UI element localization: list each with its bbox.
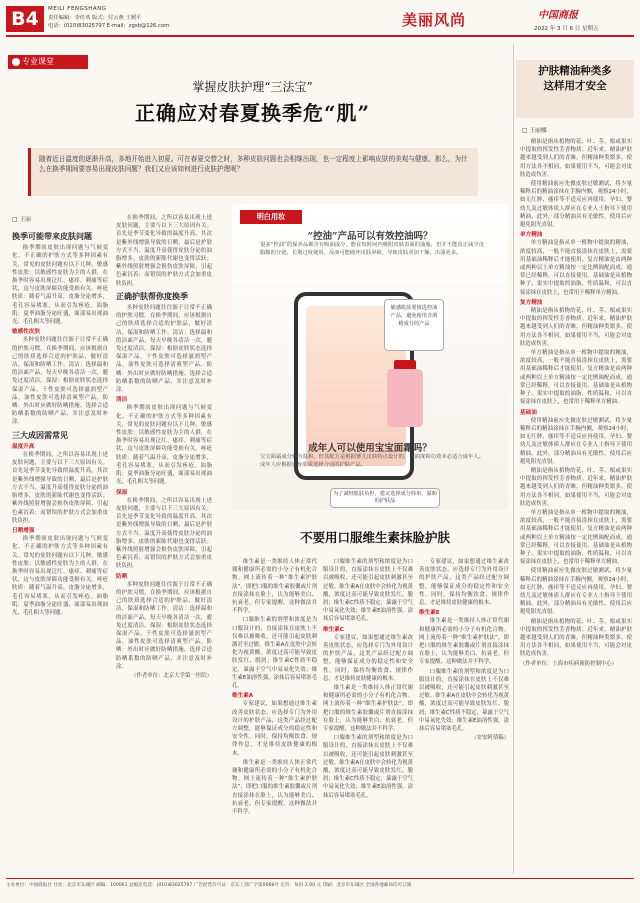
section-pinyin: MEILI FENGSHANG — [48, 6, 107, 12]
sub-heading: 防晒 — [116, 573, 128, 580]
paragraph: 口服维生素的剂型和浓度是为口服设计的，直接涂抹在皮肤上不仅难以被吸收，还可能引起皮肤刺激甚至过敏。维生素A在皮肤中会转化为视黄酸，浓度过高可能导致皮肤发红、脱屑；维生素C性质不稳定，暴露于空气中易氧化失效；维生素E油溶性强，涂抹后容易堵塞毛孔。 — [323, 559, 414, 623]
article-column-2 — [116, 214, 212, 679]
sub-heading: 单方精油 — [520, 232, 543, 239]
author-name: 王丽娜 — [529, 128, 547, 134]
paragraph: 单方精油是指从单一植物中提取的精油，浓度较高，一般不能直接涂抹在皮肤上，需要用基础油稀释后才能使用。复方精油是由两种或两种以上单方精油按一定比例调配而成，通常已经稀释，可以直接使用。基础油是从植物种子、果实中提取的油脂，性质温和，可以直接涂抹在皮肤上，也常用于稀释单方精油。 — [520, 350, 632, 406]
sub-heading: 维生素A — [232, 693, 254, 700]
sidebar-title — [516, 64, 634, 94]
credit: （作者单位：上海市疾病预防控制中心） — [520, 660, 618, 667]
article-column-1 — [12, 228, 108, 668]
paragraph: 精油是指从植物的花、叶、茎、根或果实中提取的挥发性芳香物质。近年来，精油护肤越来越受到人们的青睐，但精油种类繁多，使用方法各不相同，如果使用不当，可能会对皮肤造成伤害。 — [520, 139, 632, 178]
infographic-answer-2: 宝宝面霜成分较为温和，但其配方是根据婴儿皮肤特点设计的，滋润度和功效未必适合成年人。成年人应根据自身肤质选择合适的护肤产品。 — [260, 454, 484, 468]
paragraph: 单方精油是指从单一植物中提取的精油，浓度较高，一般不能直接涂抹在皮肤上，需要用基础油稀释后才能使用。复方精油是由两种或两种以上单方精油按一定比例调配而成，通常已经稀释，可以直接使用。基础油是从植物种子、果实中提取的油脂，性质温和，可以直接涂抹在皮肤上，也常用于稀释单方精油。 — [520, 509, 632, 566]
paragraph: 精油是指从植物的花、叶、茎、根或果实中提取的挥发性芳香物质。近年来，精油护肤越来越受到人们的青睐，但精油种类繁多，使用方法各不相同，如果使用不当，可能会对皮肤造成伤害。 — [520, 618, 632, 658]
author-name: 王丽 — [19, 217, 31, 223]
sidebar-body — [520, 138, 632, 878]
tip-bubble-2: 为了减轻肌肤负担，建议选择成分简单、温和的护肤品 — [330, 488, 440, 508]
contact-line: 电话：(010)83025797 E-mail：zgsb@126.com — [48, 23, 170, 29]
article2-column-1 — [232, 558, 317, 870]
paragraph: 在换季期间，之所以容易出现上述皮肤问题，主要与以下三大原因有关。首先是季节变化导致的温度升高，其次是紫外线增强导致的日晒，最后是护肤方式不当。温度升高使得皮肤分泌的油脂增多，皮肤的新陈代谢也变得活跃；紫外线照射增强会损伤皮肤屏障，引起色素沉着；而错误的护肤方式会加重皮肤负担。 — [116, 215, 212, 287]
paragraph: 在换季期间，之所以容易出现上述皮肤问题，主要与以下三大原因有关。首先是季节变化导致的温度升高，其次是紫外线增强导致的日晒，最后是护肤方式不当。温度升高使得皮肤分泌的油脂增多，皮肤的新陈代谢也变得活跃；紫外线照射增强会损伤皮肤屏障，引起色素沉着；而错误的护肤方式会加重皮肤负担。 — [116, 497, 212, 570]
article2-column-2 — [323, 558, 413, 870]
paragraph: 使用精油前应先做皮肤过敏测试，将少量稀释后的精油涂抹在手腕内侧，观察24小时，如无红肿、瘙痒等不适反应再使用。孕妇、婴幼儿及过敏体质人群应在专业人士指导下使用精油。此外，部分精油具有光敏性，使用后应避免阳光直射。 — [520, 568, 632, 616]
paragraph: 专家建议，如果想通过维生素改善皮肤状态，应选择专门为外用设计的护肤产品，这类产品经过配方调整，能够保证成分的稳定性和安全性。同时，保持均衡饮食、规律作息，才是维持皮肤健康的根本。 — [419, 559, 509, 607]
sub-heading: 清洁 — [116, 397, 128, 404]
sub-heading: 保湿 — [116, 489, 128, 496]
article-intro: 随着近日温度的逐渐升高，多地开始进入初夏。可在春夏交替之时，多种皮肤问题也会相继出现，也一定程度上影响皮肤的美观与健康。那么，为什么在换季期间要容易出现皮肤问题？我们又应该如何进行皮肤护理呢？ — [28, 148, 478, 196]
paper-logo: 中国商报 — [538, 10, 578, 21]
paragraph: 口服维生素的剂型和浓度是为口服设计的，直接涂抹在皮肤上不仅难以被吸收，还可能引起皮肤刺激甚至过敏。维生素A在皮肤中会转化为视黄酸，浓度过高可能导致皮肤发红、脱屑；维生素C性质不稳定，暴露于空气中易氧化失效；维生素E油溶性强，涂抹后容易堵塞毛孔。 — [419, 668, 510, 733]
sidebar-author: □ 王丽娜 — [522, 128, 547, 134]
paragraph: 专家建议，如果想通过维生素改善皮肤状态，应选择专门为外用设计的护肤产品，这类产品经过配方调整，能够保证成分的稳定性和安全性。同时，保持均衡饮食、规律作息，才是维持皮肤健康的根本。 — [232, 701, 317, 757]
sub-heading: 复方精油 — [520, 299, 543, 306]
sub-heading: 日晒增强 — [12, 527, 35, 534]
infographic — [232, 204, 508, 510]
paragraph: 维生素是一类维持人体正常代谢和健康所必需的小分子有机化合物。网上流传着一种“维生素护肤法”，即把口服的维生素胶囊或片剂直接涂抹在脸上，认为能够美白、抗衰老。但专家提醒，这种做法并不科学。 — [323, 685, 413, 733]
page-number: B4 — [6, 6, 44, 32]
article2-column-3 — [419, 558, 509, 870]
credit: （安安阿倩稿） — [471, 735, 509, 742]
paragraph: 多种皮肤问题往往源于日常不正确的护肤习惯。在换季期间，应该根据自己的肤质选择合适的护肤品，做好清洁、保湿和防晒工作。清洁：选择温和的洁面产品，每天早晚各清洁一次，避免过度清洁。保湿：根据皮肤状态选择保湿产品，干性皮肤可选择滋润型产品，油性皮肤可选择清爽型产品。防晒：外出时应做好防晒措施，选择合适防晒系数的防晒产品，并注意及时补涂。 — [116, 581, 212, 670]
article-headline: 正确应对春夏换季危“肌” — [134, 101, 370, 125]
article2-headline: 不要用口服维生素抹脸护肤 — [299, 530, 450, 545]
paragraph: 维生素是一类维持人体正常代谢和健康所必需的小分子有机化合物。网上流传着一种“维生素护肤法”，即把口服的维生素胶囊或片剂直接涂抹在脸上，认为能够美白、抗衰老。但专家提醒，这种做法并不科学。 — [232, 559, 317, 615]
section-heading: 换季可能带来皮肤问题 — [12, 232, 92, 241]
credit: （作者单位：北京大学第一医院） — [131, 672, 212, 679]
paragraph: 换季期间皮肤出现问题与气候变化、不正确的护肤方式等多种因素有关。常见的皮肤问题有以下几种。敏感性皮肤：以敏感性皮肤为主的人群，在换季时容易出现泛红、瘙痒、刺痛等症状，这与皮肤屏障功能受损有关。痤疮肤质：随着气温升高，皮脂分泌增多，毛孔容易堵塞，从而引发痤疮。油脂肌：夏季油脂分泌旺盛，面部易出现油光、毛孔粗大等问题。 — [12, 536, 108, 616]
section-title: 美丽风尚 — [402, 11, 467, 29]
section-heading: 三大成因需常见 — [12, 430, 68, 440]
cream-bottle-illustration — [387, 369, 423, 427]
sub-heading: 维生素E — [419, 610, 440, 617]
tip-bubble-1: 敏感肌肤要慎选控油产品，避免使用含酒精成分的产品 — [384, 299, 444, 351]
masthead-rule — [6, 35, 634, 37]
article-subhead: 掌握皮肤护理“三法宝” — [192, 80, 313, 94]
paragraph: 口服维生素的剂型和浓度是为口服设计的，直接涂抹在皮肤上不仅难以被吸收，还可能引起皮肤刺激甚至过敏。维生素A在皮肤中会转化为视黄酸，浓度过高可能导致皮肤发红、脱屑；维生素C性质不稳定，暴露于空气中易氧化失效；维生素E油溶性强，涂抹后容易堵塞毛孔。 — [232, 617, 317, 690]
issue-date: 2022 年 3 月 6 日 星期五 — [534, 26, 599, 32]
sidebar-title-line: 这样用才安全 — [543, 80, 607, 92]
sub-heading: 基础油 — [520, 409, 537, 416]
paragraph: 使用精油前应先做皮肤过敏测试，将少量稀释后的精油涂抹在手腕内侧，观察24小时，如无红肿、瘙痒等不适反应再使用。孕妇、婴幼儿及过敏体质人群应在专业人士指导下使用精油。此外，部分精油具有光敏性，使用后应避免阳光直射。 — [520, 181, 632, 229]
paragraph: 使用精油前应先做皮肤过敏测试，将少量稀释后的精油涂抹在手腕内侧，观察24小时，如无红肿、瘙痒等不适反应再使用。孕妇、婴幼儿及过敏体质人群应在专业人士指导下使用精油。此外，部分精油具有光敏性，使用后应避免阳光直射。 — [520, 417, 632, 465]
infographic-question-2: 成年人可以使用宝宝面霜吗？ — [308, 443, 432, 454]
editor-line: 责任编辑：李佳欢 版式：付云燕 王媛平 — [48, 15, 142, 21]
infographic-question-1: “控油”产品可以有效控油吗？ — [307, 231, 433, 242]
paragraph: 维生素是一类维持人体正常代谢和健康所必需的小分子有机化合物。网上流传着一种“维生素护肤法”，即把口服的维生素胶囊或片剂直接涂抹在脸上，认为能够美白、抗衰老。但专家提醒，这种做法并不科学。 — [232, 759, 317, 816]
infographic-badge: 明白用妆 — [240, 210, 302, 224]
paragraph: 精油是指从植物的花、叶、茎、根或果实中提取的挥发性芳香物质。近年来，精油护肤越来越受到人们的青睐，但精油种类繁多，使用方法各不相同，如果使用不当，可能会对皮肤造成伤害。 — [520, 308, 632, 347]
paragraph: 单方精油是指从单一植物中提取的精油，浓度较高，一般不能直接涂抹在皮肤上，需要用基础油稀释后才能使用。复方精油是由两种或两种以上单方精油按一定比例调配而成，通常已经稀释，可以直接使用。基础油是从植物种子、果实中提取的油脂，性质温和，可以直接涂抹在皮肤上，也常用于稀释单方精油。 — [520, 240, 632, 296]
article-author: □ 王丽 — [12, 217, 31, 223]
paragraph: 换季期间皮肤出现问题与气候变化、不正确的护肤方式等多种因素有关。常见的皮肤问题有以下几种。敏感性皮肤：以敏感性皮肤为主的人群，在换季时容易出现泛红、瘙痒、刺痛等症状，这与皮肤屏障功能受损有关。痤疮肤质：随着气温升高，皮脂分泌增多，毛孔容易堵塞，从而引发痤疮。油脂肌：夏季油脂分泌旺盛，面部易出现油光、毛孔粗大等问题。 — [116, 405, 212, 486]
paragraph: 口服维生素的剂型和浓度是为口服设计的，直接涂抹在皮肤上不仅难以被吸收，还可能引起皮肤刺激甚至过敏。维生素A在皮肤中会转化为视黄酸，浓度过高可能导致皮肤发红、脱屑；维生素C性质不稳定，暴露于空气中易氧化失效；维生素E油溶性强，涂抹后容易堵塞毛孔。 — [323, 735, 414, 799]
paragraph: 精油是指从植物的花、叶、茎、根或果实中提取的挥发性芳香物质。近年来，精油护肤越来越受到人们的青睐，但精油种类繁多，使用方法各不相同，如果使用不当，可能会对皮肤造成伤害。 — [520, 467, 632, 507]
paragraph: 维生素是一类维持人体正常代谢和健康所必需的小分子有机化合物。网上流传着一种“维生素护肤法”，即把口服的维生素胶囊或片剂直接涂抹在脸上，认为能够美白、抗衰老。但专家提醒，这种做法并不科学。 — [419, 618, 509, 666]
sub-heading: 敏感性皮肤 — [12, 329, 40, 336]
sidebar-title-line: 护肤精油种类多 — [538, 65, 612, 77]
footer-rule — [6, 878, 634, 879]
footer-info: 主办单位：中国商报社 社址：北京市东城区 邮编：100061 总编室电话：(010)83025797 广告经营许可证：京东工商广字第0068号 定价：每份 2.00 元 印刷：北京市东城区 全国各地邮局均可订阅 — [6, 883, 412, 888]
section-heading: 正确护肤帮你度换季 — [116, 291, 188, 301]
paragraph: 多种皮肤问题往往源于日常不正确的护肤习惯。在换季期间，应该根据自己的肤质选择合适的护肤品，做好清洁、保湿和防晒工作。清洁：选择温和的洁面产品，每天早晚各清洁一次，避免过度清洁。保湿：根据皮肤状态选择保湿产品，干性皮肤可选择滋润型产品，油性皮肤可选择清爽型产品。防晒：外出时应做好防晒措施，选择合适防晒系数的防晒产品，并注意及时补涂。 — [12, 337, 108, 426]
sub-heading: 温度升高 — [12, 443, 35, 450]
column-divider — [513, 44, 514, 874]
paragraph: 在换季期间，之所以容易出现上述皮肤问题，主要与以下三大原因有关。首先是季节变化导致的温度升高，其次是紫外线增强导致的日晒，最后是护肤方式不当。温度升高使得皮肤分泌的油脂增多，皮肤的新陈代谢也变得活跃；紫外线照射增强会损伤皮肤屏障，引起色素沉着；而错误的护肤方式会加重皮肤负担。 — [12, 452, 108, 524]
editor-meta — [48, 14, 188, 30]
column-tag: 专业课堂 — [8, 55, 88, 69]
sub-heading: 维生素C — [323, 626, 344, 633]
paragraph: 多种皮肤问题往往源于日常不正确的护肤习惯。在换季期间，应该根据自己的肤质选择合适的护肤品，做好清洁、保湿和防晒工作。清洁：选择温和的洁面产品，每天早晚各清洁一次，避免过度清洁。保湿：根据皮肤状态选择保湿产品，干性皮肤可选择滋润型产品，油性皮肤可选择清爽型产品。防晒：外出时应做好防晒措施，选择合适防晒系数的防晒产品，并注意及时补涂。 — [116, 305, 212, 394]
infographic-answer-1: 很多“控油”的保养品都含有吸油成分，能在短时间内吸附皮肤表面的油脂，但并不能真正减少皮脂腺的分泌。长期过度使用，反而可能破坏皮肤屏障，导致皮肤更加干燥、出油更多。 — [260, 242, 484, 256]
paragraph: 换季期间皮肤出现问题与气候变化、不正确的护肤方式等多种因素有关。常见的皮肤问题有以下几种。敏感性皮肤：以敏感性皮肤为主的人群，在换季时容易出现泛红、瘙痒、刺痛等症状，这与皮肤屏障功能受损有关。痤疮肤质：随着气温升高，皮脂分泌增多，毛孔容易堵塞，从而引发痤疮。油脂肌：夏季油脂分泌旺盛，面部易出现油光、毛孔粗大等问题。 — [12, 245, 108, 326]
paragraph: 专家建议，如果想通过维生素改善皮肤状态，应选择专门为外用设计的护肤产品，这类产品经过配方调整，能够保证成分的稳定性和安全性。同时，保持均衡饮食、规律作息，才是维持皮肤健康的根本。 — [323, 634, 413, 682]
